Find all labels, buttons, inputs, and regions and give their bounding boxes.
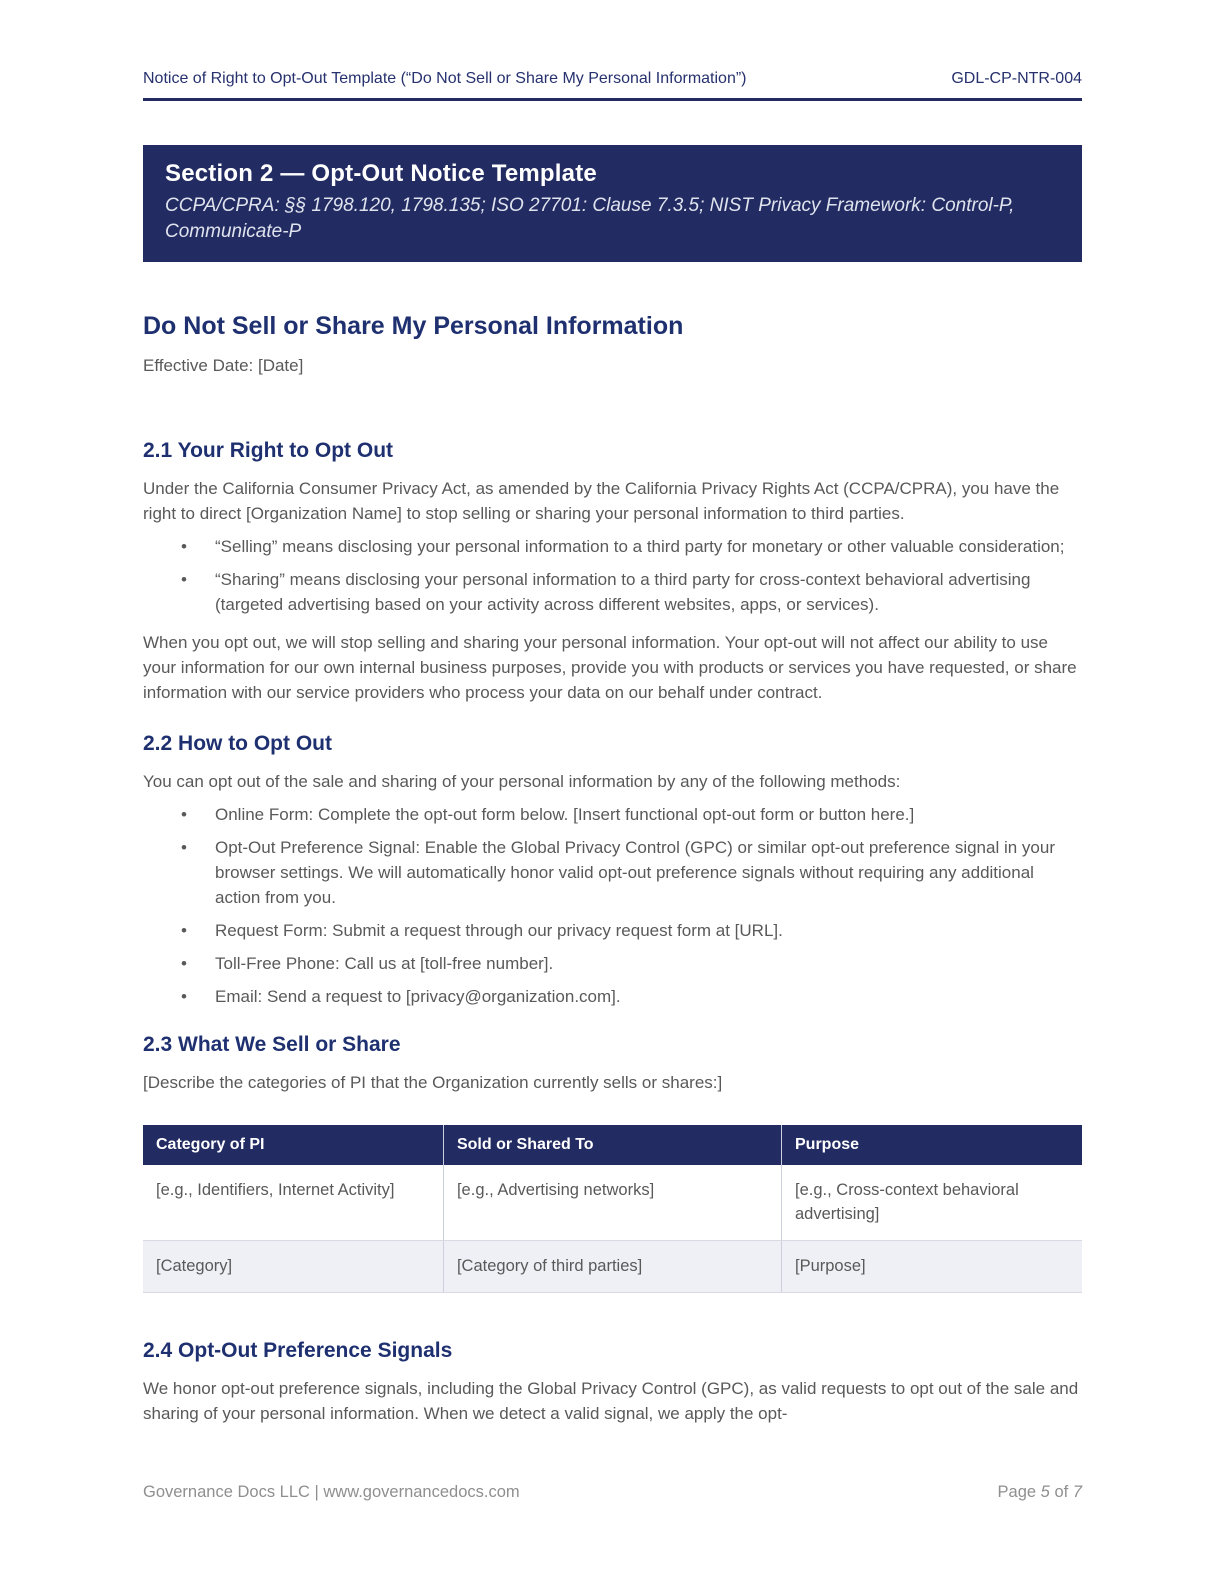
table-header-purpose: Purpose	[782, 1125, 1083, 1165]
list-item: • Toll-Free Phone: Call us at [toll-free number].	[143, 951, 1082, 976]
table-cell: [Purpose]	[782, 1241, 1083, 1293]
list-item: • “Sharing” means disclosing your personal information to a third party for cross-context behavioral advertising (targeted advertising based on your activity across different websites, apps, or services).	[143, 567, 1082, 617]
table-row	[143, 1241, 1082, 1293]
heading-2-4: 2.4 Opt-Out Preference Signals	[143, 1339, 453, 1363]
paragraph-2-2-intro: You can opt out of the sale and sharing of your personal information by any of the following methods:	[143, 772, 901, 792]
footer-of-word: of	[1054, 1483, 1069, 1501]
paragraph-2-1-effect: When you opt out, we will stop selling and sharing your personal information. Your opt-out will not affect our ability to use your information for our own internal business purposes, provide you with products or services you have requested, or share information with our service providers who process your data on our behalf under contract.	[143, 633, 1077, 703]
footer-page-number	[998, 1483, 1082, 1502]
header-title: Notice of Right to Opt-Out Template (“Do Not Sell or Share My Personal Information”)	[143, 70, 747, 87]
footer-page-word: Page	[997, 1483, 1037, 1501]
table-row	[143, 1165, 1082, 1241]
footer-page-total: 7	[1072, 1483, 1082, 1501]
table-cell: [e.g., Identifiers, Internet Activity]	[143, 1165, 443, 1241]
pi-categories-table	[143, 1125, 1082, 1293]
heading-2-1: 2.1 Your Right to Opt Out	[143, 439, 394, 463]
section-banner	[143, 145, 1082, 262]
paragraph-2-4-intro: We honor opt-out preference signals, including the Global Privacy Control (GPC), as valid requests to opt out of the sale and sharing of your personal information. When we detect a valid signal, we apply the opt-	[143, 1379, 1079, 1424]
header-doc-id: GDL-CP-NTR-004	[951, 70, 1082, 87]
paragraph-2-1-intro: Under the California Consumer Privacy Act, as amended by the California Privacy Rights Act (CCPA/CPRA), you have the right to direct [Organization Name] to stop selling or sharing your personal information to third parties.	[143, 479, 1060, 524]
footer-company: Governance Docs LLC | www.governancedocs.com	[143, 1483, 520, 1501]
running-footer	[143, 1483, 1082, 1502]
table-header-sold-to: Sold or Shared To	[443, 1125, 781, 1165]
paragraph-2-3-intro: [Describe the categories of PI that the Organization currently sells or shares:]	[143, 1073, 723, 1093]
running-header	[143, 0, 1082, 101]
section-banner-subtitle: CCPA/CPRA: §§ 1798.120, 1798.135; ISO 27701: Clause 7.3.5; NIST Privacy Framework: Control-P, Communicate-P	[165, 195, 1015, 243]
list-item: • Opt-Out Preference Signal: Enable the Global Privacy Control (GPC) or similar opt-out preference signal in your browser settings. We will automatically honor valid opt-out preference signals without requiring any additional action from you.	[143, 835, 1082, 910]
list-2-2-methods	[143, 802, 1082, 1009]
list-2-1-definitions	[143, 534, 1082, 617]
table-cell: [e.g., Cross-context behavioral advertising]	[782, 1165, 1083, 1241]
heading-2-2: 2.2 How to Opt Out	[143, 732, 332, 756]
heading-2-3: 2.3 What We Sell or Share	[143, 1033, 401, 1057]
footer-page-current: 5	[1040, 1483, 1050, 1501]
table-cell: [Category of third parties]	[443, 1241, 781, 1293]
page-title: Do Not Sell or Share My Personal Information	[143, 312, 684, 341]
table-cell: [e.g., Advertising networks]	[443, 1165, 781, 1241]
table-header-category: Category of PI	[143, 1125, 443, 1165]
list-item: • Email: Send a request to [privacy@organization.com].	[143, 984, 1082, 1009]
list-item: • “Selling” means disclosing your personal information to a third party for monetary or other valuable consideration;	[143, 534, 1082, 559]
section-banner-title: Section 2 — Opt-Out Notice Template	[165, 160, 597, 187]
list-item: • Online Form: Complete the opt-out form below. [Insert functional opt-out form or button here.]	[143, 802, 1082, 827]
table-cell: [Category]	[143, 1241, 443, 1293]
table-header-row	[143, 1125, 1082, 1165]
effective-date: Effective Date: [Date]	[143, 356, 304, 376]
list-item: • Request Form: Submit a request through our privacy request form at [URL].	[143, 918, 1082, 943]
